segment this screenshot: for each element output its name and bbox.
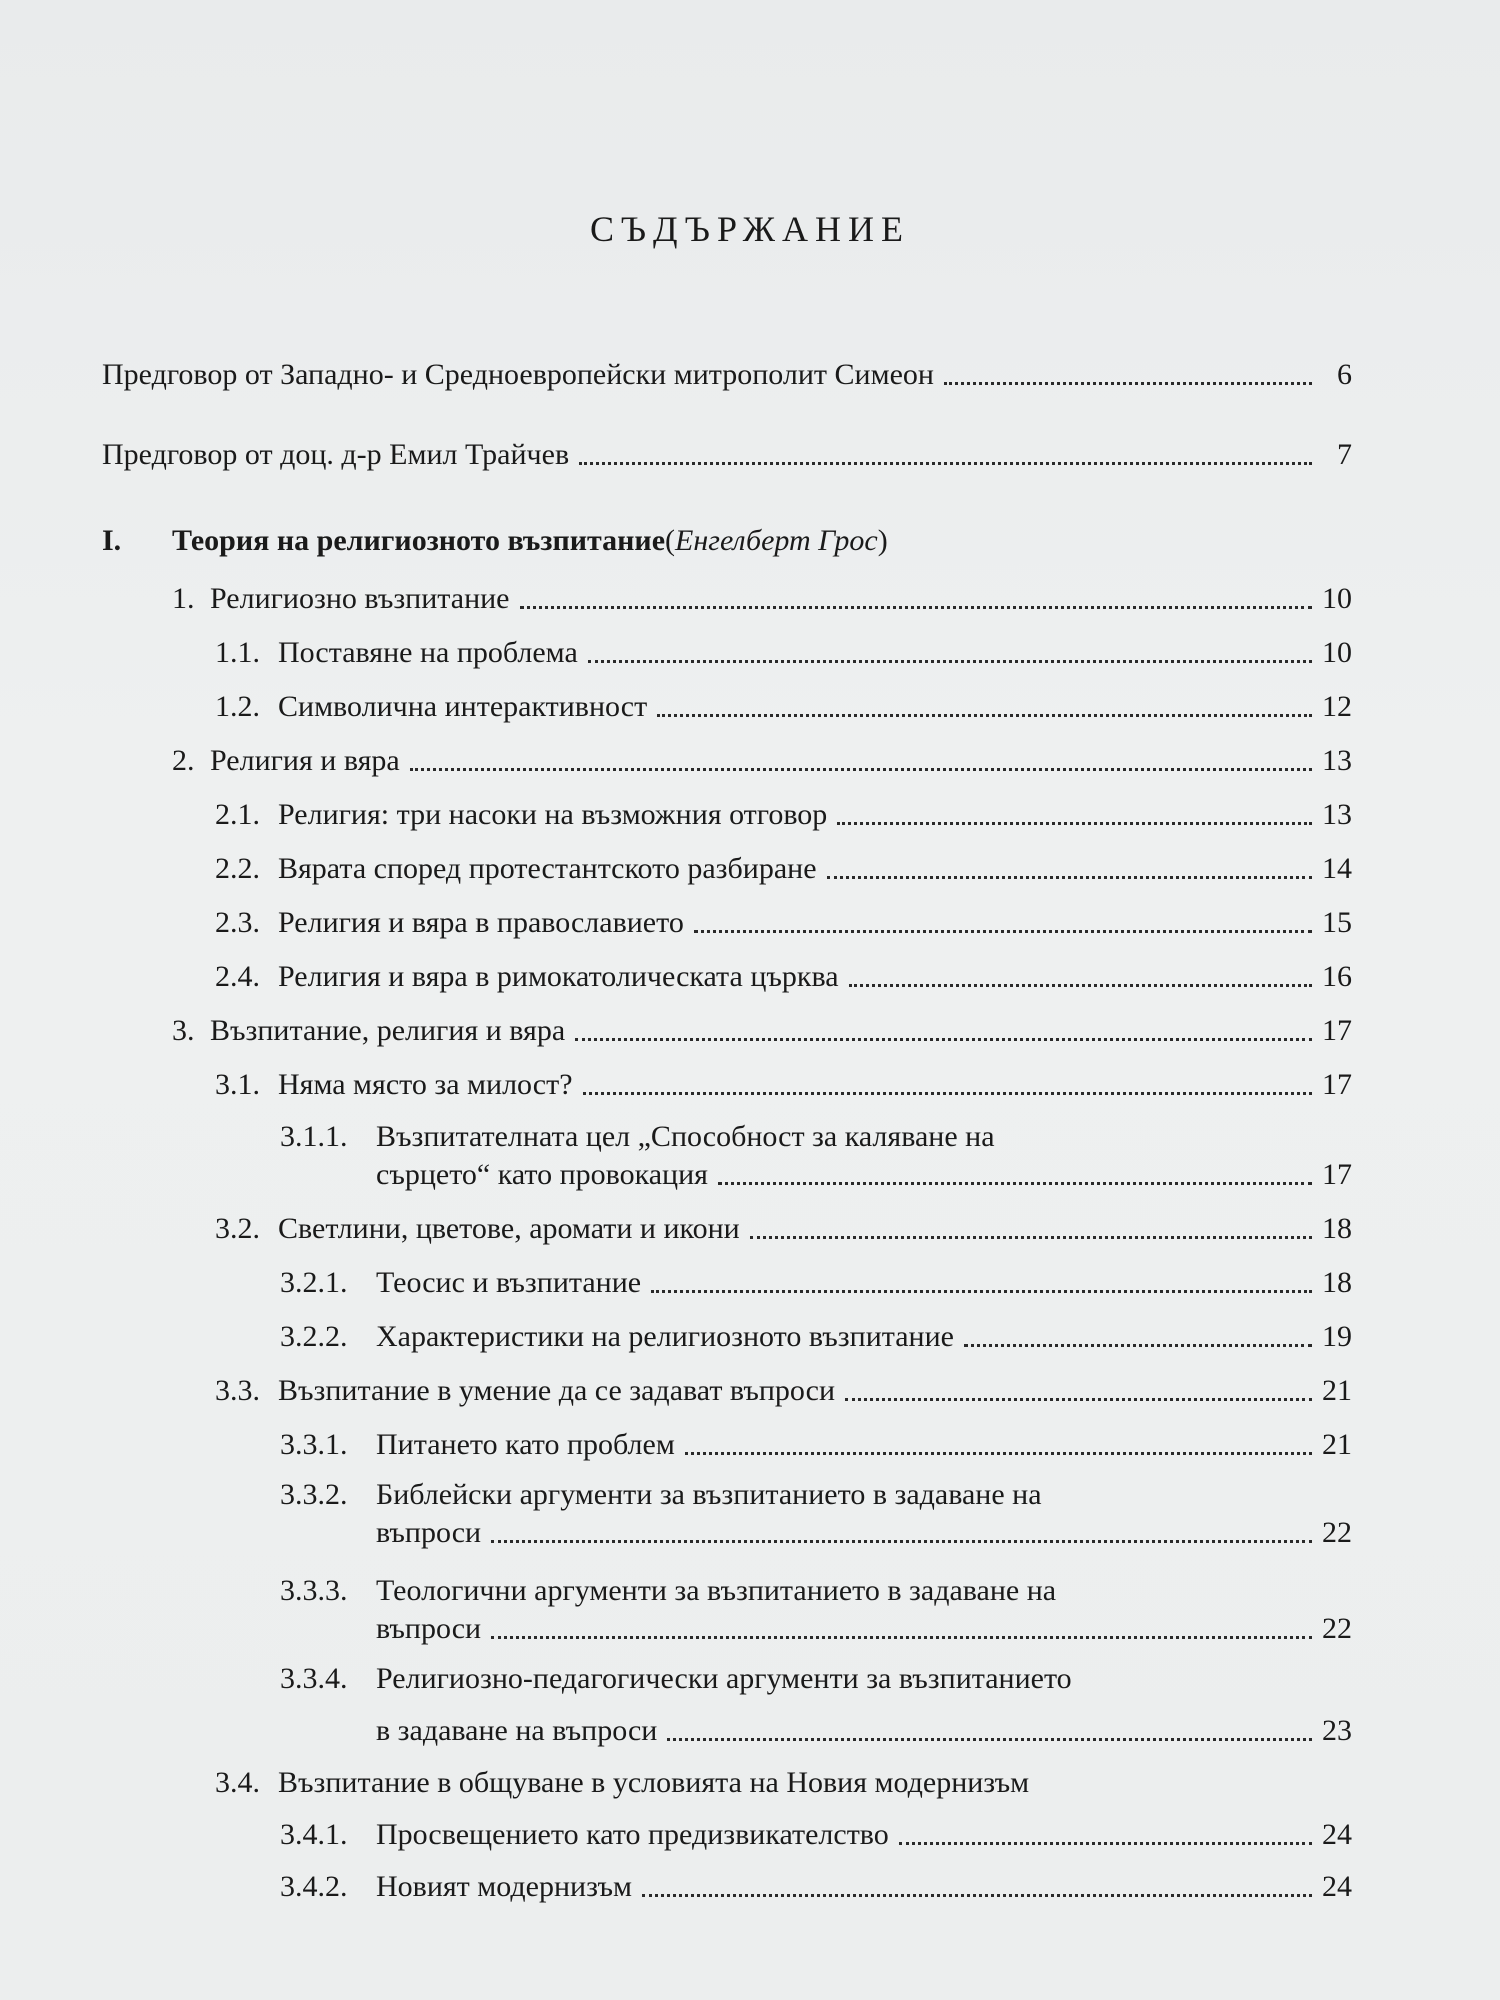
entry-page: 19 xyxy=(1322,1320,1352,1353)
entry-page: 15 xyxy=(1322,906,1352,939)
toc-entry xyxy=(172,1012,1352,1050)
entry-number: 3.1.1. xyxy=(280,1120,348,1153)
entry-page: 7 xyxy=(1337,438,1352,471)
part-author-open: ( xyxy=(665,524,676,557)
entry-page: 24 xyxy=(1322,1870,1352,1903)
entry-text: Просвещението като предизвикателство xyxy=(376,1818,889,1851)
entry-text: Няма място за милост? xyxy=(278,1068,573,1101)
toc-entry xyxy=(172,580,1352,618)
entry-number: 2.3. xyxy=(215,906,260,939)
entry-text: Религиозно възпитание xyxy=(210,582,510,615)
toc-entry xyxy=(280,1426,1352,1464)
part-author: Енгелберт Грос xyxy=(675,524,878,557)
dot-leader xyxy=(899,1842,1312,1845)
entry-page: 21 xyxy=(1322,1374,1352,1407)
entry-text: Библейски аргументи за възпитанието в задаване на xyxy=(376,1478,1042,1511)
dot-leader xyxy=(642,1894,1312,1897)
entry-text: Религиозно-педагогически аргументи за възпитанието xyxy=(376,1662,1072,1695)
dot-leader xyxy=(410,768,1312,771)
entry-page: 12 xyxy=(1322,690,1352,723)
entry-number: 3.3.2. xyxy=(280,1478,348,1511)
entry-page: 13 xyxy=(1322,798,1352,831)
toc-entry xyxy=(215,1066,1352,1104)
entry-text: в задаване на въпроси xyxy=(376,1714,658,1747)
entry-text: Теосис и възпитание xyxy=(376,1266,642,1299)
entry-text: Вярата според протестантското разбиране xyxy=(278,852,817,885)
toc-entry xyxy=(215,796,1352,834)
entry-page: 23 xyxy=(1322,1714,1352,1747)
entry-text: въпроси xyxy=(376,1612,482,1645)
entry-page: 22 xyxy=(1322,1516,1352,1549)
toc-entry-line2 xyxy=(376,1610,1352,1648)
dot-leader xyxy=(667,1738,1312,1741)
toc-entry xyxy=(280,1816,1352,1854)
toc-entry-line1 xyxy=(280,1660,1072,1698)
entry-number: 3.4.1. xyxy=(280,1818,348,1851)
toc-entry xyxy=(172,742,1352,780)
part-heading xyxy=(102,522,888,560)
entry-number: 3.3.4. xyxy=(280,1662,348,1695)
entry-text: Възпитание, религия и вяра xyxy=(210,1014,566,1047)
entry-text: Поставяне на проблема xyxy=(278,636,578,669)
entry-page: 21 xyxy=(1322,1428,1352,1461)
toc-entry xyxy=(215,958,1352,996)
dot-leader xyxy=(583,1092,1312,1095)
entry-page: 17 xyxy=(1322,1068,1352,1101)
entry-text: Възпитание в умение да се задават въпроси xyxy=(278,1374,836,1407)
entry-number: 2.4. xyxy=(215,960,260,993)
toc-entry-line2 xyxy=(376,1156,1352,1194)
entry-number: 2.1. xyxy=(215,798,260,831)
entry-text: Характеристики на религиозното възпитание xyxy=(376,1320,954,1353)
entry-page: 24 xyxy=(1322,1818,1352,1851)
toc-entry xyxy=(280,1318,1352,1356)
dot-leader xyxy=(491,1540,1312,1543)
toc-entry xyxy=(215,904,1352,942)
entry-text: Символична интерактивност xyxy=(278,690,648,723)
entry-page: 10 xyxy=(1322,636,1352,669)
toc-entry xyxy=(215,1372,1352,1410)
entry-page: 14 xyxy=(1322,852,1352,885)
entry-number: 2.2. xyxy=(215,852,260,885)
entry-text: Питането като проблем xyxy=(376,1428,675,1461)
dot-leader xyxy=(944,382,1312,385)
entry-text: Новият модернизъм xyxy=(376,1870,632,1903)
toc-entry xyxy=(280,1868,1352,1906)
entry-page: 10 xyxy=(1322,582,1352,615)
dot-leader xyxy=(491,1636,1312,1639)
entry-text: Религия и вяра в православието xyxy=(278,906,684,939)
entry-page: 13 xyxy=(1322,744,1352,777)
entry-number: 1. xyxy=(172,582,195,615)
entry-text: сърцето“ като провокация xyxy=(376,1158,708,1191)
dot-leader xyxy=(579,462,1312,465)
entry-number: 3.4.2. xyxy=(280,1870,348,1903)
dot-leader xyxy=(651,1290,1312,1293)
dot-leader xyxy=(964,1344,1312,1347)
toc-entry-line1 xyxy=(280,1476,1042,1514)
toc-entry-preface-2 xyxy=(102,436,1352,474)
entry-text: Предговор от Западно- и Средноевропейски митрополит Симеон xyxy=(102,358,934,391)
entry-number: 3.3.1. xyxy=(280,1428,348,1461)
entry-number: 3.1. xyxy=(215,1068,260,1101)
dot-leader xyxy=(750,1236,1312,1239)
entry-page: 16 xyxy=(1322,960,1352,993)
toc-entry-line1 xyxy=(280,1118,995,1156)
entry-page: 6 xyxy=(1337,358,1352,391)
dot-leader xyxy=(694,930,1312,933)
entry-text: Възпитание в общуване в условията на Новия модернизъм xyxy=(278,1766,1030,1799)
entry-text: Светлини, цветове, аромати и икони xyxy=(278,1212,740,1245)
entry-number: 3.3.3. xyxy=(280,1574,348,1607)
entry-page: 22 xyxy=(1322,1612,1352,1645)
toc-entry xyxy=(215,850,1352,888)
entry-text: Предговор от доц. д-р Емил Трайчев xyxy=(102,438,570,471)
toc-entry xyxy=(215,1764,1029,1802)
toc-entry-preface-1 xyxy=(102,356,1352,394)
toc-entry xyxy=(280,1264,1352,1302)
entry-number: 3. xyxy=(172,1014,195,1047)
entry-text: Религия: три насоки на възможния отговор xyxy=(278,798,828,831)
part-number: I. xyxy=(102,524,122,557)
entry-number: 3.4. xyxy=(215,1766,260,1799)
entry-number: 3.2.2. xyxy=(280,1320,348,1353)
entry-text: Възпитателната цел „Способност за каляване на xyxy=(376,1120,995,1153)
entry-number: 1.2. xyxy=(215,690,260,723)
dot-leader xyxy=(685,1452,1312,1455)
entry-text: Теологични аргументи за възпитанието в задаване на xyxy=(376,1574,1057,1607)
entry-text: въпроси xyxy=(376,1516,482,1549)
entry-text: Религия и вяра xyxy=(210,744,400,777)
entry-page: 18 xyxy=(1322,1212,1352,1245)
entry-number: 3.2.1. xyxy=(280,1266,348,1299)
toc-entry-line1 xyxy=(280,1572,1056,1610)
entry-number: 1.1. xyxy=(215,636,260,669)
entry-page: 18 xyxy=(1322,1266,1352,1299)
dot-leader xyxy=(827,876,1312,879)
dot-leader xyxy=(718,1182,1312,1185)
part-title: Теория на религиозното възпитание xyxy=(172,524,666,557)
toc-entry xyxy=(215,634,1352,672)
dot-leader xyxy=(657,714,1312,717)
toc-entry xyxy=(215,688,1352,726)
entry-number: 2. xyxy=(172,744,195,777)
dot-leader xyxy=(845,1398,1312,1401)
toc-entry xyxy=(215,1210,1352,1248)
toc-entry-line2 xyxy=(376,1514,1352,1552)
entry-text: Религия и вяра в римокатолическата църква xyxy=(278,960,839,993)
entry-page: 17 xyxy=(1322,1158,1352,1191)
dot-leader xyxy=(575,1038,1312,1041)
page-title: СЪДЪРЖАНИЕ xyxy=(590,209,910,249)
toc-entry-line2 xyxy=(376,1712,1352,1750)
dot-leader xyxy=(588,660,1312,663)
dot-leader xyxy=(849,984,1312,987)
entry-number: 3.2. xyxy=(215,1212,260,1245)
entry-number: 3.3. xyxy=(215,1374,260,1407)
dot-leader xyxy=(837,822,1312,825)
part-author-close: ) xyxy=(877,524,888,557)
dot-leader xyxy=(520,606,1312,609)
entry-page: 17 xyxy=(1322,1014,1352,1047)
